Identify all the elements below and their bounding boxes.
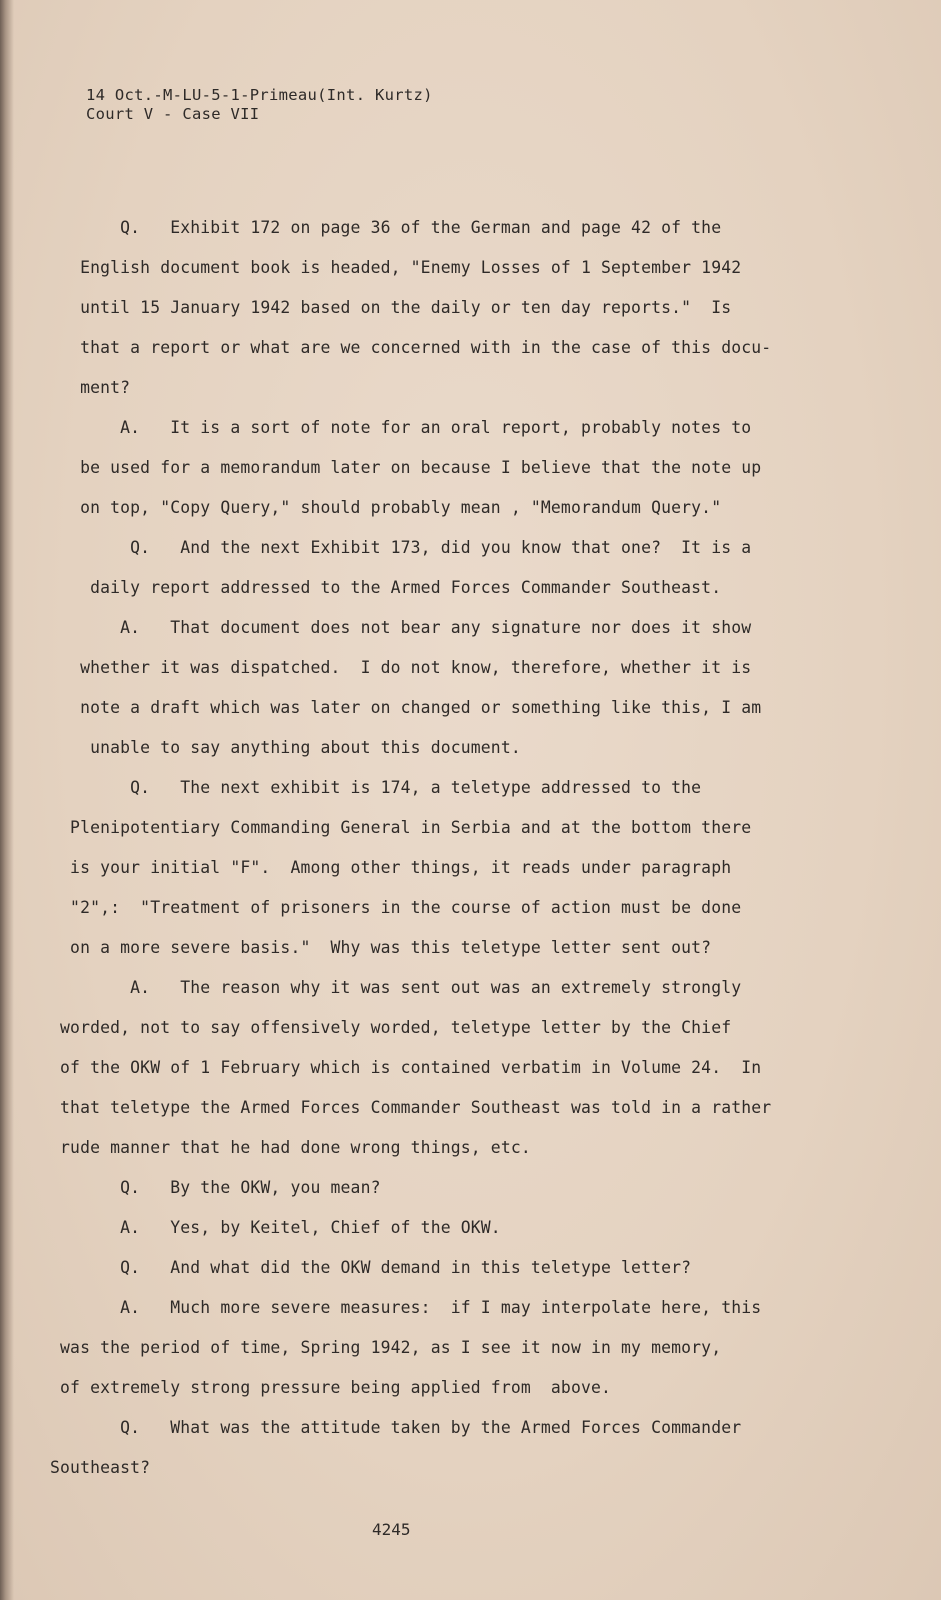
transcript-line: English document book is headed, "Enemy Losses of 1 September 1942 (40, 258, 742, 277)
transcript-line: of the OKW of 1 February which is contained verbatim in Volume 24. In (40, 1058, 762, 1077)
transcript-line: "2",: "Treatment of prisoners in the course of action must be done (40, 898, 742, 917)
page-number: 4245 (372, 1520, 411, 1539)
transcript-line: that teletype the Armed Forces Commander Southeast was told in a rather (40, 1098, 772, 1117)
transcript-line: of extremely strong pressure being applied from above. (40, 1378, 612, 1397)
transcript-line: Q. What was the attitude taken by the Armed Forces Commander (40, 1418, 742, 1437)
transcript-line: daily report addressed to the Armed Forces Commander Southeast. (40, 578, 722, 597)
transcript-line: until 15 January 1942 based on the daily or ten day reports." Is (40, 298, 732, 317)
transcript-line: note a draft which was later on changed or something like this, I am (40, 698, 762, 717)
transcript-line: A. That document does not bear any signature nor does it show (40, 618, 752, 637)
transcript-line: ment? (40, 378, 131, 397)
transcript-line: A. The reason why it was sent out was an extremely strongly (40, 978, 742, 997)
header-line-2: Court V - Case VII (86, 105, 260, 123)
transcript-text (40, 208, 780, 1488)
transcript-line: A. Much more severe measures: if I may interpolate here, this (40, 1298, 762, 1317)
transcript-line: A. Yes, by Keitel, Chief of the OKW. (40, 1218, 501, 1237)
document-header (86, 86, 433, 124)
transcript-line: A. It is a sort of note for an oral report, probably notes to (40, 418, 752, 437)
header-line-1: 14 Oct.-M-LU-5-1-Primeau(Int. Kurtz) (86, 86, 433, 104)
transcript-line: Southeast? (40, 1458, 151, 1477)
torn-left-edge (0, 0, 14, 1600)
transcript-line: Q. And the next Exhibit 173, did you know that one? It is a (40, 538, 752, 557)
transcript-line: unable to say anything about this document. (40, 738, 521, 757)
transcript-line: that a report or what are we concerned with in the case of this docu- (40, 338, 772, 357)
transcript-line: Q. The next exhibit is 174, a teletype addressed to the (40, 778, 702, 797)
transcript-line: Plenipotentiary Commanding General in Serbia and at the bottom there (40, 818, 752, 837)
transcript-line: is your initial "F". Among other things, it reads under paragraph (40, 858, 732, 877)
transcript-line: Q. And what did the OKW demand in this teletype letter? (40, 1258, 692, 1277)
transcript-body (40, 208, 780, 1488)
transcript-line: rude manner that he had done wrong things, etc. (40, 1138, 531, 1157)
transcript-line: on a more severe basis." Why was this teletype letter sent out? (40, 938, 712, 957)
transcript-line: whether it was dispatched. I do not know, therefore, whether it is (40, 658, 752, 677)
transcript-line: be used for a memorandum later on because I believe that the note up (40, 458, 762, 477)
transcript-line: on top, "Copy Query," should probably mean , "Memorandum Query." (40, 498, 722, 517)
transcript-line: was the period of time, Spring 1942, as I see it now in my memory, (40, 1338, 722, 1357)
transcript-line: Q. By the OKW, you mean? (40, 1178, 381, 1197)
transcript-line: worded, not to say offensively worded, teletype letter by the Chief (40, 1018, 732, 1037)
transcript-line: Q. Exhibit 172 on page 36 of the German and page 42 of the (40, 218, 722, 237)
